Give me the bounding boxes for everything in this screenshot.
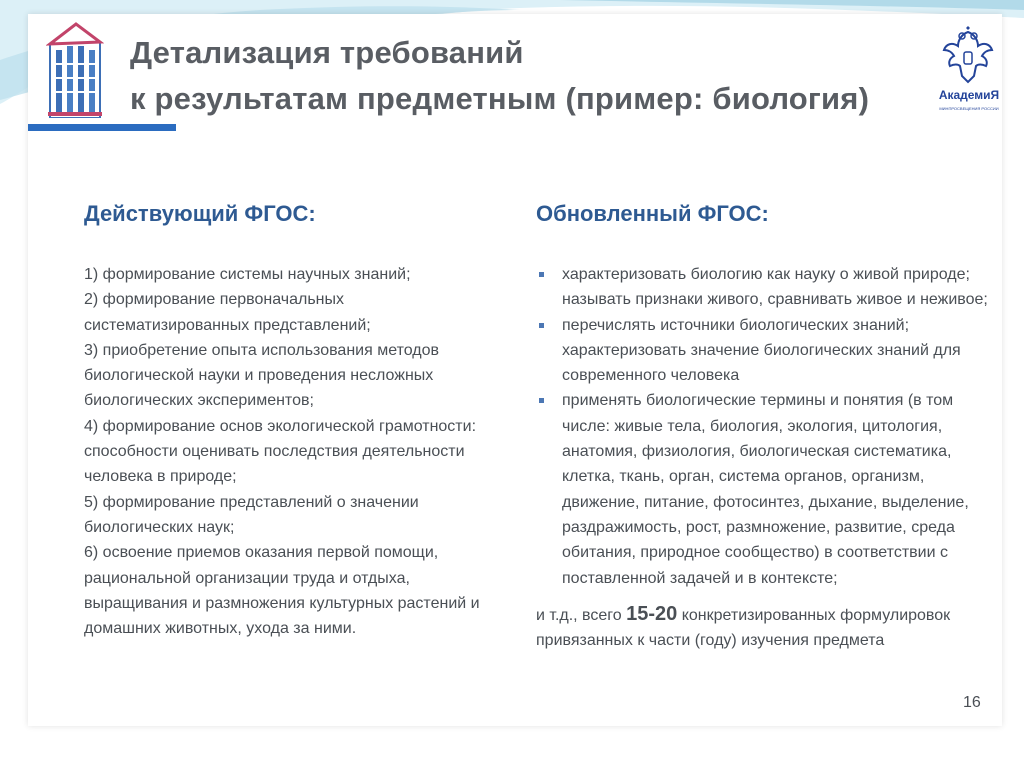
russian-emblem-icon [942, 26, 994, 86]
list-item: 4) формирование основ экологической грамотности: способности оценивать последствия деятельности человека в природе; [84, 417, 477, 486]
current-fgos-list [84, 262, 504, 641]
list-item: 5) формирование представлений о значении биологических наук; [84, 493, 419, 536]
list-item: 2) формирование первоначальных систематизированных представлений; [84, 291, 371, 334]
title-line-2: к результатам предметным (пример: биология) [130, 81, 870, 116]
summary-suffix: конкретизированных формулировок привязанных к части (году) изучения предмета [536, 606, 951, 650]
bullet-item: характеризовать биологию как науку о живой природе; называть признаки живого, сравнивать живое и неживое; [536, 262, 996, 313]
updated-fgos-list [536, 262, 996, 591]
current-fgos-column [84, 200, 504, 641]
list-item: 3) приобретение опыта использования методов биологической науки и проведения несложных биологических экспериментов; [84, 341, 439, 410]
current-fgos-heading: Действующий ФГОС: [84, 201, 316, 226]
list-item: 6) освоение приемов оказания первой помощи, рациональной организации труда и отдыха, выращивания и размножения культурных растений и домашних животных, ухода за ними. [84, 544, 480, 638]
slide-title [130, 30, 869, 122]
updated-fgos-heading: Обновленный ФГОС: [536, 201, 769, 226]
academy-logo [934, 26, 1004, 118]
building-logo-icon [46, 22, 104, 118]
title-line-1: Детализация требований [130, 35, 524, 70]
bullet-item: перечислять источники биологических знаний; характеризовать значение биологических знаний для современного человека [536, 313, 996, 389]
updated-fgos-column [536, 200, 996, 653]
page-number: 16 [963, 694, 981, 711]
title-underline [28, 124, 176, 131]
summary-number: 15-20 [626, 602, 678, 625]
bullet-item: применять биологические термины и понятия (в том числе: живые тела, биология, экология, цитология, анатомия, физиология, биологическая систематика, клетка, ткань, орган, система органов, организм, движение, питание, фотосинтез, дыхание, выделение, раздражимость, рост, размножение, развитие, среда обитания, природное сообщество) в соответствии с поставленной задачей и в контексте; [536, 388, 996, 590]
academy-logo-subtext: МИНПРОСВЕЩЕНИЯ РОССИИ [939, 106, 999, 111]
slide [28, 14, 1002, 726]
academy-logo-word: АкадемиЯ [938, 88, 1000, 102]
list-item: 1) формирование системы научных знаний; [84, 266, 411, 283]
summary-text [536, 602, 996, 654]
summary-prefix: и т.д., всего [536, 606, 627, 624]
